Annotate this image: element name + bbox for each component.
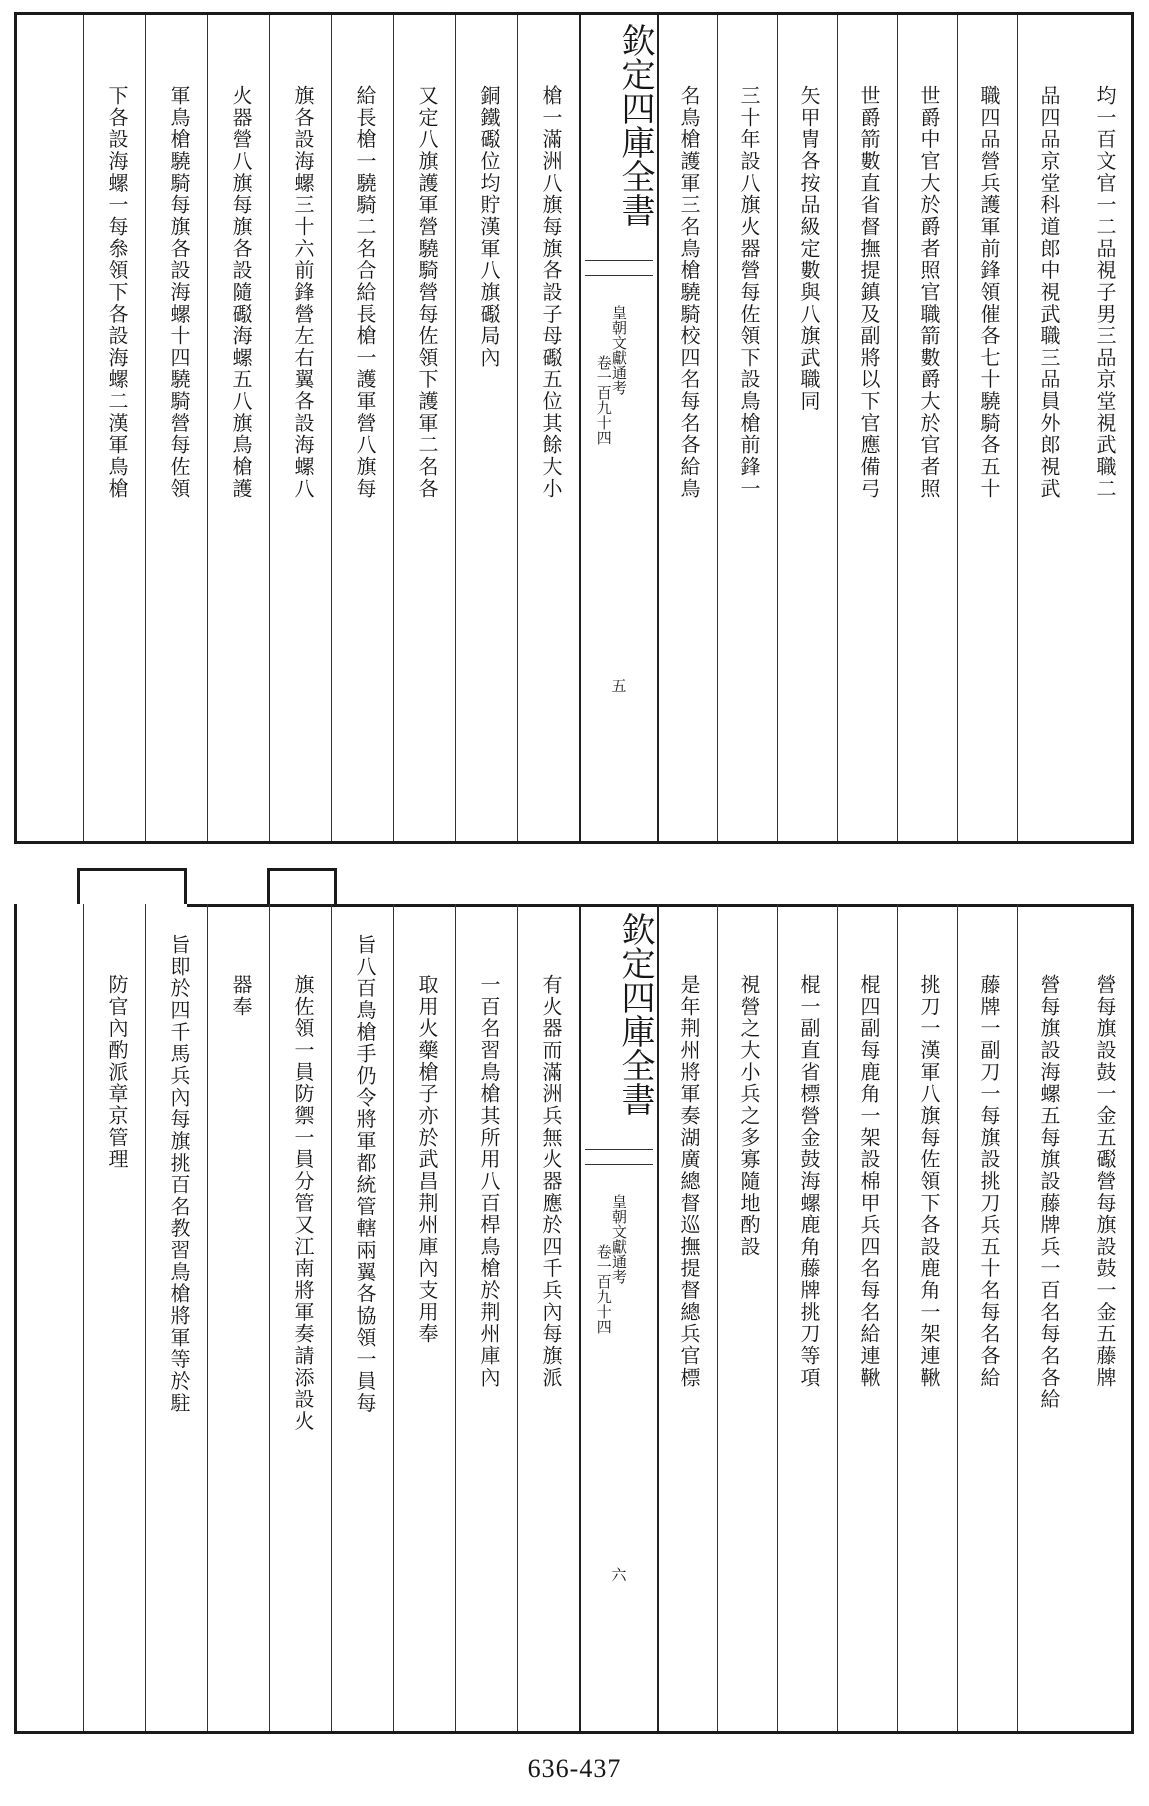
text-column: 有火器而滿洲兵無火器應於四千兵內每旗派 (517, 904, 579, 1731)
text-column: 藤牌一副刀一每旗設挑刀兵五十名每名各給 (957, 904, 1017, 1731)
top-page (14, 12, 1134, 844)
text-column: 槍一滿洲八旗每旗各設子母礟五位其餘大小 (517, 15, 579, 841)
text-column: 矢甲冑各按品級定數與八旗武職同 (777, 15, 837, 841)
raised-tab (267, 868, 337, 904)
text-column: 視營之大小兵之多寡隨地酌設 (717, 904, 777, 1731)
text-column: 均一百文官一二品視子男三品京堂視武職二 (1093, 85, 1117, 500)
text-column: 給長槍一驍騎二名合給長槍一護軍營八旗每 (331, 15, 393, 841)
text-column: 又定八旗護軍營驍騎營每佐領下護軍二名各 (393, 15, 455, 841)
text-column: 三十年設八旗火器營每佐領下設鳥槍前鋒一 (717, 15, 777, 841)
page-id: 636-437 (527, 1754, 622, 1783)
text-column: 世爵中官大於爵者照官職箭數爵大於官者照 (897, 15, 957, 841)
raised-tab (77, 868, 187, 904)
text-column: 軍鳥槍驍騎每旗各設海螺十四驍騎營每佐領 (145, 15, 207, 841)
text-column: 防官內酌派章京管理 (83, 904, 145, 1731)
volume-label: 卷一百九十四 (594, 1244, 613, 1334)
text-column: 旗佐領一員防禦一員分管又江南將軍奏請添設火 (269, 904, 331, 1731)
text-column: 旨八百鳥槍手仍令將軍都統管轄兩翼各協領一員每 (331, 904, 393, 1731)
text-column: 一百名習鳥槍其所用八百桿鳥槍於荆州庫內 (455, 904, 517, 1731)
folio-number: 六 (611, 1566, 627, 1584)
volume-label: 卷一百九十四 (594, 355, 613, 445)
ornament (585, 1149, 653, 1165)
source-label: 皇朝文獻通考 (610, 305, 628, 395)
ornament (585, 260, 653, 276)
book-title: 欽定四庫全書 (615, 912, 655, 1116)
text-column: 火器營八旗每旗各設隨礟海螺五八旗鳥槍護 (207, 15, 269, 841)
folio-number: 五 (611, 677, 627, 695)
center-gutter (579, 904, 659, 1731)
bottom-page (14, 904, 1134, 1734)
text-column: 營每旗設鼓一金五礟營每旗設鼓一金五藤牌 (1093, 974, 1117, 1389)
text-column: 取用火藥槍子亦於武昌荆州庫內支用奉 (393, 904, 455, 1731)
text-column: 旗各設海螺三十六前鋒營左右翼各設海螺八 (269, 15, 331, 841)
text-column: 品四品京堂科道郎中視武職三品員外郎視武 (1017, 15, 1077, 841)
text-column: 名鳥槍護軍三名鳥槍驍騎校四名每名各給鳥 (657, 15, 717, 841)
text-column: 器奉 (207, 904, 269, 1731)
text-column: 棍四副每鹿角一架設棉甲兵四名每名給連鞦 (837, 904, 897, 1731)
book-title: 欽定四庫全書 (615, 23, 655, 227)
text-column: 是年荆州將軍奏湖廣總督巡撫提督總兵官標 (657, 904, 717, 1731)
text-column: 銅鐵礟位均貯漢軍八旗礟局內 (455, 15, 517, 841)
text-column: 職四品營兵護軍前鋒領催各七十驍騎各五十 (957, 15, 1017, 841)
text-column: 挑刀一漢軍八旗每佐領下各設鹿角一架連鞦 (897, 904, 957, 1731)
text-column: 營每旗設海螺五每旗設藤牌兵一百名每名各給 (1017, 904, 1077, 1731)
text-column: 世爵箭數直省督撫提鎮及副將以下官應備弓 (837, 15, 897, 841)
center-gutter (579, 15, 659, 841)
text-column: 棍一副直省標營金鼓海螺鹿角藤牌挑刀等項 (777, 904, 837, 1731)
text-column: 下各設海螺一每叅領下各設海螺二漢軍鳥槍 (83, 15, 145, 841)
text-column: 旨即於四千馬兵內每旗挑百名教習鳥槍將軍等於駐 (145, 904, 207, 1731)
source-label: 皇朝文獻通考 (610, 1194, 628, 1284)
